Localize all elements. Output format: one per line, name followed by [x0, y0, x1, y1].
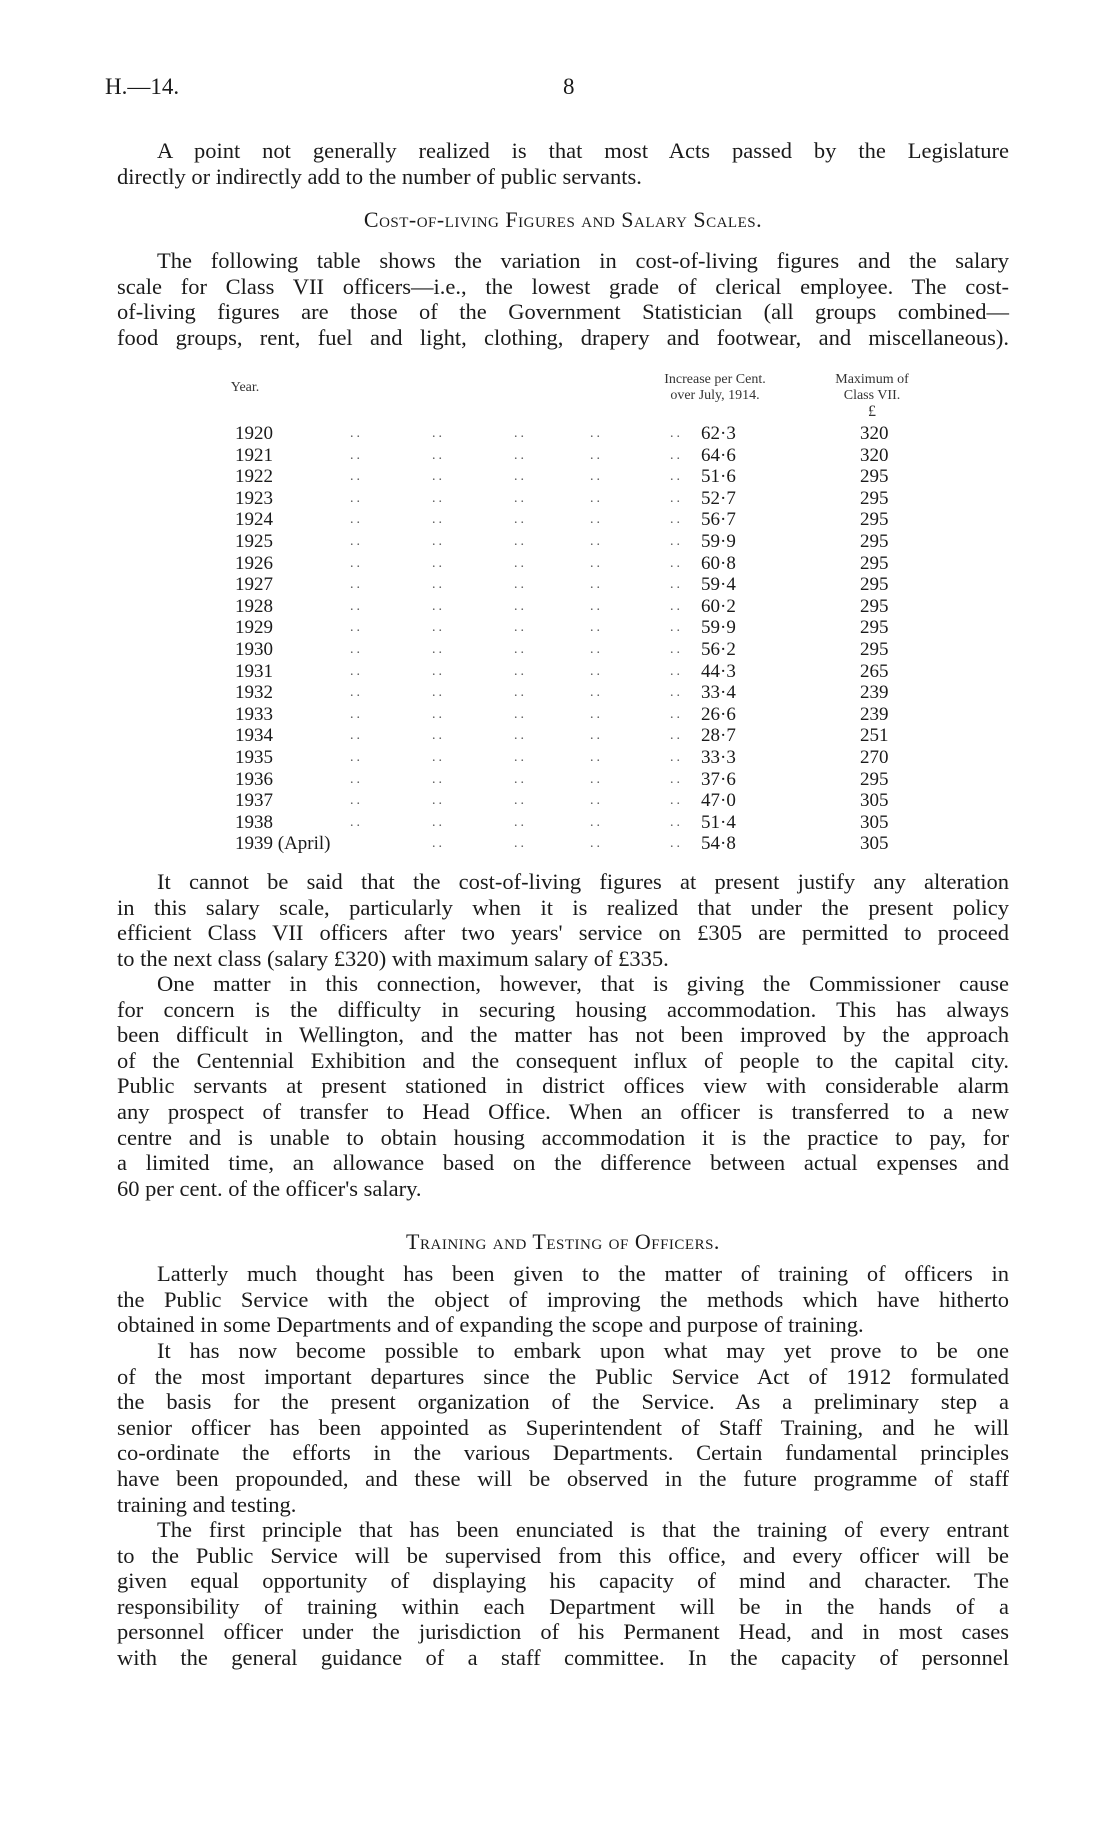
- text-line: any prospect of transfer to Head Office. When an officer is transferred to a new: [117, 1098, 1009, 1124]
- maximum-cell: 270: [860, 747, 889, 768]
- leader-dots: ..: [350, 620, 363, 636]
- column-header-maximum-unit: £: [868, 403, 876, 420]
- increase-cell: 51·6: [701, 466, 736, 488]
- text-line: food groups, rent, fuel and light, clothing, drapery and footwear, and miscellaneous).: [117, 324, 1009, 350]
- leader-dots: ..: [350, 750, 363, 765]
- leader-dots: ..: [514, 534, 527, 549]
- maximum-cell: 305: [860, 790, 889, 812]
- leader-dots: ..: [432, 728, 445, 744]
- leader-dots: ..: [514, 555, 527, 571]
- leader-dots: ..: [590, 426, 603, 441]
- leader-dots: ..: [350, 642, 363, 657]
- year-cell: 1923: [235, 487, 273, 509]
- leader-dots: ..: [514, 685, 527, 701]
- leader-dots: ..: [670, 577, 683, 593]
- salary-scale-paragraph: [117, 869, 1009, 971]
- text-line: training and testing.: [117, 1491, 297, 1517]
- text-line: centre and is unable to obtain housing accommodation it is the practice to pay, for: [117, 1124, 1009, 1150]
- text-line: senior officer has been appointed as Superintendent of Staff Training, and he will: [117, 1414, 1009, 1440]
- leader-dots: ..: [590, 447, 603, 463]
- text-line: of the most important departures since the Public Service Act of 1912 formulated: [117, 1363, 1009, 1389]
- leader-dots: ..: [350, 577, 363, 593]
- column-header-increase: [640, 372, 790, 404]
- text-line: It cannot be said that the cost-of-living figures at present justify any alteration: [157, 869, 1009, 894]
- year-cell: 1933: [235, 703, 273, 725]
- increase-cell: 59·9: [701, 531, 736, 552]
- increase-cell: 52·7: [701, 487, 736, 509]
- maximum-cell: 295: [860, 531, 889, 552]
- leader-dots: ..: [350, 771, 363, 787]
- leader-dots: ..: [350, 555, 363, 571]
- leader-dots: ..: [514, 598, 527, 614]
- leader-dots: ..: [590, 836, 603, 852]
- text-line: The first principle that has been enunciated is that the training of every entrant: [157, 1517, 1009, 1542]
- leader-dots: ..: [590, 490, 603, 506]
- leader-dots: ..: [514, 447, 527, 463]
- increase-cell: 59·9: [701, 617, 736, 639]
- leader-dots: ..: [350, 706, 363, 722]
- year-cell: 1924: [235, 509, 273, 531]
- leader-dots: ..: [432, 793, 445, 809]
- text-line: obtained in some Departments and of expanding the scope and purpose of training.: [117, 1312, 864, 1338]
- increase-cell: 60·8: [701, 552, 736, 574]
- column-header-maximum-line2: Class VII.: [843, 388, 901, 403]
- leader-dots: ..: [350, 447, 363, 463]
- column-header-increase-line2: over July, 1914.: [670, 388, 760, 403]
- leader-dots: ..: [514, 728, 527, 744]
- year-cell: 1934: [235, 725, 273, 747]
- leader-dots: ..: [670, 706, 683, 722]
- text-line: 60 per cent. of the officer's salary.: [117, 1175, 422, 1201]
- leader-dots: ..: [670, 512, 683, 528]
- section-heading-cost-of-living: Cost-of-living Figures and Salary Scales.: [363, 207, 763, 232]
- increase-cell: 60·2: [701, 595, 736, 617]
- leader-dots: ..: [514, 663, 527, 679]
- leader-dots: ..: [432, 598, 445, 614]
- text-line: given equal opportunity of displaying his capacity of mind and character. The: [117, 1568, 1009, 1594]
- leader-dots: ..: [590, 598, 603, 614]
- leader-dots: ..: [350, 598, 363, 614]
- leader-dots: ..: [432, 814, 445, 830]
- increase-cell: 56·2: [701, 639, 736, 660]
- text-line: for concern is the difficulty in securing housing accommodation. This has always: [117, 996, 1009, 1022]
- leader-dots: ..: [432, 750, 445, 765]
- column-header-increase-line1: Increase per Cent.: [664, 372, 766, 387]
- leader-dots: ..: [432, 642, 445, 657]
- leader-dots: ..: [670, 814, 683, 830]
- leader-dots: ..: [670, 771, 683, 787]
- maximum-cell: 305: [860, 833, 889, 855]
- leader-dots: ..: [590, 771, 603, 787]
- maximum-cell: 320: [860, 444, 889, 466]
- leader-dots: ..: [350, 685, 363, 701]
- text-line: a limited time, an allowance based on the difference between actual expenses and: [117, 1150, 1009, 1176]
- leader-dots: ..: [350, 728, 363, 744]
- leader-dots: ..: [670, 426, 683, 441]
- intro-paragraph: [117, 138, 1009, 189]
- leader-dots: ..: [432, 706, 445, 722]
- text-line: to the Public Service will be supervised from this office, and every officer will be: [117, 1542, 1009, 1568]
- increase-cell: 47·0: [701, 790, 736, 812]
- leader-dots: ..: [670, 447, 683, 463]
- maximum-cell: 265: [860, 660, 889, 682]
- leader-dots: ..: [350, 512, 363, 528]
- leader-dots: ..: [590, 750, 603, 765]
- year-cell: 1932: [235, 682, 273, 704]
- leader-dots: ..: [590, 512, 603, 528]
- leader-dots: ..: [670, 642, 683, 657]
- year-cell: 1929: [235, 617, 273, 639]
- text-line: A point not generally realized is that most Acts passed by the Legislature: [157, 138, 1009, 163]
- text-line: Latterly much thought has been given to the matter of training of officers in: [157, 1261, 1009, 1286]
- year-cell: 1931: [235, 660, 273, 682]
- leader-dots: ..: [670, 685, 683, 701]
- increase-cell: 54·8: [701, 833, 736, 855]
- text-line: Public servants at present stationed in district offices view with considerable alarm: [117, 1073, 1009, 1099]
- leader-dots: ..: [514, 577, 527, 593]
- leader-dots: ..: [670, 490, 683, 506]
- column-header-maximum: [822, 372, 922, 420]
- leader-dots: ..: [432, 771, 445, 787]
- year-cell: 1936: [235, 768, 273, 790]
- leader-dots: ..: [590, 469, 603, 485]
- text-line: with the general guidance of a staff committee. In the capacity of personnel: [117, 1644, 1009, 1670]
- maximum-cell: 295: [860, 466, 889, 488]
- year-cell: 1920: [235, 423, 273, 444]
- leader-dots: ..: [590, 728, 603, 744]
- year-cell: 1928: [235, 595, 273, 617]
- leader-dots: ..: [514, 642, 527, 657]
- maximum-cell: 251: [860, 725, 889, 747]
- year-cell: 1922: [235, 466, 273, 488]
- leader-dots: ..: [514, 793, 527, 809]
- year-cell: 1930: [235, 639, 273, 660]
- leader-dots: ..: [350, 534, 363, 549]
- year-cell: 1925: [235, 531, 273, 552]
- leader-dots: ..: [590, 685, 603, 701]
- section-heading-training: Training and Testing of Officers.: [406, 1229, 720, 1254]
- leader-dots: ..: [670, 469, 683, 485]
- maximum-cell: 295: [860, 768, 889, 790]
- leader-dots: ..: [514, 490, 527, 506]
- text-line: directly or indirectly add to the number of public servants.: [117, 163, 642, 189]
- leader-dots: ..: [432, 577, 445, 593]
- document-reference: H.—14.: [105, 74, 180, 99]
- increase-cell: 56·7: [701, 509, 736, 531]
- year-cell: 1938: [235, 811, 273, 833]
- text-line: the Public Service with the object of improving the methods which have hitherto: [117, 1286, 1009, 1312]
- cost-of-living-intro-paragraph: [117, 248, 1009, 350]
- maximum-cell: 295: [860, 617, 889, 639]
- leader-dots: ..: [590, 663, 603, 679]
- increase-cell: 51·4: [701, 811, 736, 833]
- leader-dots: ..: [350, 469, 363, 485]
- text-line: One matter in this connection, however, that is giving the Commissioner cause: [157, 971, 1009, 996]
- maximum-cell: 295: [860, 574, 889, 596]
- text-line: efficient Class VII officers after two years' service on £305 are permitted to proceed: [117, 920, 1009, 946]
- maximum-cell: 305: [860, 811, 889, 833]
- leader-dots: ..: [670, 555, 683, 571]
- increase-cell: 62·3: [701, 423, 736, 444]
- leader-dots: ..: [590, 555, 603, 571]
- text-line: have been propounded, and these will be observed in the future programme of staff: [117, 1465, 1009, 1491]
- text-line: personnel officer under the jurisdiction of his Permanent Head, and in most cases: [117, 1619, 1009, 1645]
- leader-dots: ..: [432, 447, 445, 463]
- text-line: to the next class (salary £320) with maximum salary of £335.: [117, 945, 669, 971]
- page-number: 8: [563, 74, 575, 99]
- leader-dots: ..: [670, 534, 683, 549]
- housing-paragraph: [117, 971, 1009, 1201]
- text-line: responsibility of training within each Department will be in the hands of a: [117, 1593, 1009, 1619]
- leader-dots: ..: [350, 490, 363, 506]
- increase-cell: 26·6: [701, 703, 736, 725]
- increase-cell: 59·4: [701, 574, 736, 596]
- leader-dots: ..: [670, 663, 683, 679]
- year-cell: 1921: [235, 444, 273, 466]
- leader-dots: ..: [590, 534, 603, 549]
- maximum-cell: 295: [860, 552, 889, 574]
- maximum-cell: 295: [860, 595, 889, 617]
- leader-dots: ..: [670, 598, 683, 614]
- leader-dots: ..: [350, 426, 363, 441]
- column-header-maximum-line1: Maximum of: [835, 372, 909, 387]
- increase-cell: 64·6: [701, 444, 736, 466]
- leader-dots: ..: [590, 620, 603, 636]
- leader-dots: ..: [514, 469, 527, 485]
- leader-dots: ..: [432, 512, 445, 528]
- leader-dots: ..: [432, 836, 445, 852]
- training-paragraph-2: [117, 1338, 1009, 1517]
- leader-dots: ..: [432, 663, 445, 679]
- leader-dots: ..: [350, 793, 363, 809]
- training-paragraph-1: [117, 1261, 1009, 1338]
- column-header-year: Year.: [230, 380, 260, 395]
- leader-dots: ..: [350, 814, 363, 830]
- year-cell: 1937: [235, 790, 273, 812]
- leader-dots: ..: [432, 534, 445, 549]
- leader-dots: ..: [432, 469, 445, 485]
- training-paragraph-3: [117, 1517, 1009, 1671]
- text-line: The following table shows the variation in cost-of-living figures and the salary: [157, 248, 1009, 273]
- leader-dots: ..: [670, 793, 683, 809]
- leader-dots: ..: [590, 793, 603, 809]
- leader-dots: ..: [590, 642, 603, 657]
- year-cell: 1935: [235, 747, 273, 768]
- year-cell: 1927: [235, 574, 273, 596]
- leader-dots: ..: [590, 706, 603, 722]
- text-line: scale for Class VII officers—i.e., the lowest grade of clerical employee. The cost-: [117, 273, 1009, 299]
- leader-dots: ..: [514, 512, 527, 528]
- maximum-cell: 239: [860, 703, 889, 725]
- increase-cell: 33·4: [701, 682, 736, 704]
- leader-dots: ..: [670, 728, 683, 744]
- leader-dots: ..: [432, 426, 445, 441]
- leader-dots: ..: [432, 555, 445, 571]
- leader-dots: ..: [590, 814, 603, 830]
- leader-dots: ..: [350, 663, 363, 679]
- year-cell: 1926: [235, 552, 273, 574]
- maximum-cell: 239: [860, 682, 889, 704]
- text-line: of the Centennial Exhibition and the consequent influx of people to the capital city.: [117, 1047, 1009, 1073]
- leader-dots: ..: [432, 620, 445, 636]
- leader-dots: ..: [670, 620, 683, 636]
- increase-cell: 37·6: [701, 768, 736, 790]
- leader-dots: ..: [514, 771, 527, 787]
- leader-dots: ..: [514, 750, 527, 765]
- increase-cell: 33·3: [701, 747, 736, 768]
- leader-dots: ..: [514, 814, 527, 830]
- increase-cell: 44·3: [701, 660, 736, 682]
- leader-dots: ..: [514, 836, 527, 852]
- maximum-cell: 295: [860, 639, 889, 660]
- increase-cell: 28·7: [701, 725, 736, 747]
- text-line: of-living figures are those of the Government Statistician (all groups combined—: [117, 299, 1009, 325]
- leader-dots: ..: [432, 490, 445, 506]
- leader-dots: ..: [670, 750, 683, 765]
- text-line: co-ordinate the efforts in the various Departments. Certain fundamental principles: [117, 1440, 1009, 1466]
- leader-dots: ..: [514, 706, 527, 722]
- leader-dots: ..: [590, 577, 603, 593]
- text-line: in this salary scale, particularly when it is realized that under the present policy: [117, 894, 1009, 920]
- leader-dots: ..: [432, 685, 445, 701]
- text-line: It has now become possible to embark upon what may yet prove to be one: [157, 1338, 1009, 1363]
- maximum-cell: 320: [860, 423, 889, 444]
- maximum-cell: 295: [860, 487, 889, 509]
- leader-dots: ..: [514, 426, 527, 441]
- leader-dots: ..: [514, 620, 527, 636]
- maximum-cell: 295: [860, 509, 889, 531]
- leader-dots: ..: [670, 836, 683, 852]
- text-line: the basis for the present organization of the Service. As a preliminary step a: [117, 1389, 1009, 1415]
- text-line: been difficult in Wellington, and the matter has not been improved by the approach: [117, 1022, 1009, 1048]
- year-cell: 1939 (April): [235, 833, 331, 855]
